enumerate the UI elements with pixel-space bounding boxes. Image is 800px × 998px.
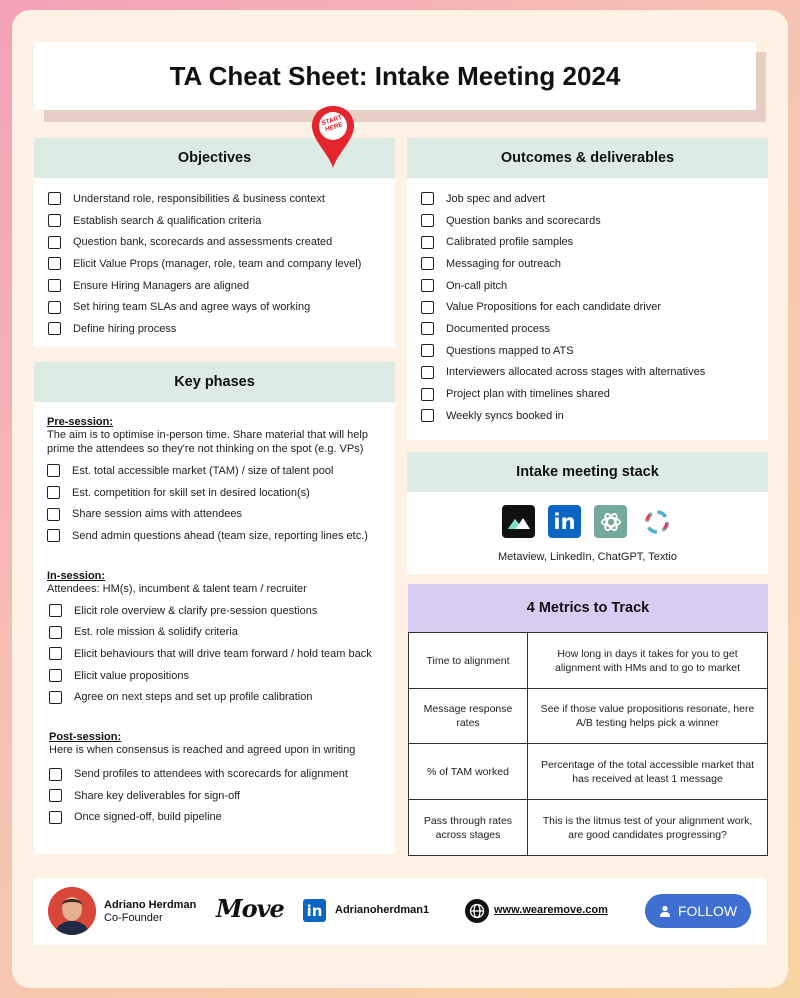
checklist-item [49, 643, 382, 665]
checklist-item-label: Weekly syncs booked in [446, 409, 564, 422]
metrics-table [408, 632, 768, 856]
checklist-item [421, 340, 754, 362]
checklist-item-label: Share key deliverables for sign-off [74, 789, 241, 802]
in-session-desc: Attendees: HM(s), incumbent & talent team / recruiter [47, 582, 307, 595]
metric-description: How long in days it takes for you to get alignment with HMs and to go to market [528, 633, 768, 689]
checkbox[interactable] [421, 214, 434, 227]
checklist-item-label: Elicit Value Props (manager, role, team and company level) [73, 257, 362, 270]
start-here-label: START HERE [320, 114, 344, 134]
chatgpt-icon [594, 505, 627, 538]
checkbox[interactable] [421, 192, 434, 205]
checkbox[interactable] [48, 279, 61, 292]
checklist-item [49, 785, 382, 807]
checklist-item-label: On-call pitch [446, 279, 508, 292]
linkedin-handle[interactable]: Adrianoherdman1 [335, 904, 430, 916]
metric-description: This is the litmus test of your alignment work, are good candidates progressing? [528, 800, 768, 856]
checklist-item-label: Once signed-off, build pipeline [74, 811, 222, 824]
pre-session-list [47, 456, 382, 547]
website-link[interactable]: www.wearemove.com [494, 904, 608, 916]
checklist-item-label: Share session aims with attendees [72, 508, 242, 521]
checkbox[interactable] [47, 486, 60, 499]
checkbox[interactable] [421, 366, 434, 379]
checklist-item-label: Messaging for outreach [446, 257, 561, 270]
stack-caption: Metaview, LinkedIn, ChatGPT, Textio [498, 551, 677, 563]
checklist-item-label: Est. role mission & solidify criteria [74, 626, 238, 639]
metric-description: Percentage of the total accessible market that has received at least 1 message [528, 744, 768, 800]
checklist-item [48, 253, 381, 275]
move-logo: Move [216, 894, 284, 923]
checkbox[interactable] [48, 301, 61, 314]
textio-icon [640, 505, 673, 538]
metric-name: Message response rates [409, 689, 528, 744]
checkbox[interactable] [421, 279, 434, 292]
checklist-item-label: Elicit role overview & clarify pre-session questions [74, 604, 318, 617]
checklist-item-label: Question banks and scorecards [446, 214, 601, 227]
metric-name: % of TAM worked [409, 744, 528, 800]
outcomes-card [407, 138, 768, 440]
checklist-item [47, 460, 382, 482]
checkbox[interactable] [47, 464, 60, 477]
checklist-item-label: Send profiles to attendees with scorecards for alignment [74, 768, 348, 781]
checkbox[interactable] [49, 626, 62, 639]
objectives-heading: Objectives [34, 138, 395, 178]
checkbox[interactable] [49, 691, 62, 704]
checklist-item [48, 188, 381, 210]
checkbox[interactable] [49, 789, 62, 802]
checkbox[interactable] [48, 214, 61, 227]
checklist-item-label: Establish search & qualification criteria [73, 214, 262, 227]
author-name: Adriano Herdman [104, 899, 197, 911]
checklist-item [421, 318, 754, 340]
checklist-item [47, 482, 382, 504]
post-session-desc: Here is when consensus is reached and agreed upon in writing [49, 744, 356, 757]
checklist-item [49, 763, 382, 785]
checklist-item-label: Calibrated profile samples [446, 236, 574, 249]
globe-icon [465, 899, 489, 923]
post-session-title: Post-session: [49, 731, 122, 744]
start-here-pin-icon [309, 104, 357, 170]
checklist-item-label: Project plan with timelines shared [446, 388, 610, 401]
checkbox[interactable] [49, 647, 62, 660]
checklist-item [49, 807, 382, 829]
checklist-item-label: Questions mapped to ATS [446, 344, 574, 357]
checkbox[interactable] [421, 301, 434, 314]
checklist-item-label: Set hiring team SLAs and agree ways of working [73, 301, 311, 314]
checklist-item [421, 405, 754, 427]
metrics-card [408, 584, 768, 854]
checkbox[interactable] [49, 811, 62, 824]
linkedin-icon[interactable]: in [303, 899, 326, 922]
checklist-item [421, 210, 754, 232]
objectives-list [34, 178, 395, 340]
checklist-item [48, 275, 381, 297]
metric-row [409, 689, 768, 744]
checklist-item [49, 621, 382, 643]
stack-heading: Intake meeting stack [407, 452, 768, 492]
checklist-item [47, 525, 382, 547]
outcomes-heading: Outcomes & deliverables [407, 138, 768, 178]
checkbox[interactable] [421, 409, 434, 422]
follow-button[interactable] [645, 894, 751, 928]
metrics-heading: 4 Metrics to Track [408, 584, 768, 632]
checklist-item [421, 296, 754, 318]
checklist-item [421, 275, 754, 297]
checklist-item [421, 383, 754, 405]
checklist-item-label: Job spec and advert [446, 192, 546, 205]
checklist-item-label: Question bank, scorecards and assessments created [73, 236, 333, 249]
checklist-item-label: Elicit behaviours that will drive team forward / hold team back [74, 647, 372, 660]
checklist-item-label: Understand role, responsibilities & business context [73, 192, 325, 205]
metaview-icon [502, 505, 535, 538]
avatar [48, 887, 96, 935]
follow-label: FOLLOW [677, 903, 738, 919]
linkedin-icon: in [548, 505, 581, 538]
checkbox[interactable] [48, 236, 61, 249]
pre-session-title: Pre-session: [47, 416, 114, 428]
checkbox[interactable] [421, 322, 434, 335]
checklist-item [421, 188, 754, 210]
checkbox[interactable] [48, 192, 61, 205]
checkbox[interactable] [421, 388, 434, 401]
metric-row [409, 633, 768, 689]
checklist-item-label: Documented process [446, 322, 550, 335]
checklist-item [48, 210, 381, 232]
author-role: Co-Founder [104, 912, 163, 924]
checklist-item-label: Est. total accessible market (TAM) / size of talent pool [72, 464, 334, 477]
checkbox[interactable] [49, 604, 62, 617]
checklist-item-label: Define hiring process [73, 322, 177, 335]
checkbox[interactable] [49, 768, 62, 781]
checkbox[interactable] [47, 529, 60, 542]
metric-row [409, 800, 768, 856]
checklist-item-label: Est. competition for skill set in desired location(s) [72, 486, 310, 499]
checkbox[interactable] [49, 669, 62, 682]
outcomes-list [407, 178, 768, 427]
checkbox[interactable] [421, 344, 434, 357]
footer [34, 878, 766, 945]
checklist-item-label: Agree on next steps and set up profile calibration [74, 691, 313, 704]
checklist-item [48, 296, 381, 318]
checklist-item-label: Value Propositions for each candidate driver [446, 301, 662, 314]
stack-card [407, 452, 768, 574]
in-session-title: In-session: [47, 569, 106, 582]
checkbox[interactable] [47, 508, 60, 521]
checklist-item [421, 362, 754, 384]
checklist-item [49, 687, 382, 709]
stack-icons [407, 505, 768, 538]
checklist-item-label: Ensure Hiring Managers are aligned [73, 279, 250, 292]
post-session-list [47, 757, 382, 828]
key-phases-card [34, 362, 395, 854]
metric-row [409, 744, 768, 800]
checklist-item [48, 231, 381, 253]
checklist-item [421, 253, 754, 275]
user-icon [659, 905, 671, 917]
page-title: TA Cheat Sheet: Intake Meeting 2024 [34, 42, 756, 110]
in-session-list [47, 596, 382, 708]
metric-name: Pass through rates across stages [409, 800, 528, 856]
checklist-item-label: Elicit value propositions [74, 669, 189, 682]
checkbox[interactable] [421, 257, 434, 270]
checkbox[interactable] [48, 257, 61, 270]
checklist-item-label: Send admin questions ahead (team size, reporting lines etc.) [72, 529, 368, 542]
checklist-item [47, 503, 382, 525]
metric-name: Time to alignment [409, 633, 528, 689]
checklist-item [48, 318, 381, 340]
checkbox[interactable] [421, 236, 434, 249]
checkbox[interactable] [48, 322, 61, 335]
metric-description: See if those value propositions resonate, here A/B testing helps pick a winner [528, 689, 768, 744]
pre-session-desc: The aim is to optimise in-person time. Share material that will help prime the attendees so they're not thinking on the spot (e.g. VPs) [47, 429, 368, 455]
checklist-item [49, 600, 382, 622]
checklist-item [49, 665, 382, 687]
checklist-item [421, 231, 754, 253]
checklist-item-label: Interviewers allocated across stages with alternatives [446, 366, 706, 379]
key-phases-heading: Key phases [34, 362, 395, 402]
